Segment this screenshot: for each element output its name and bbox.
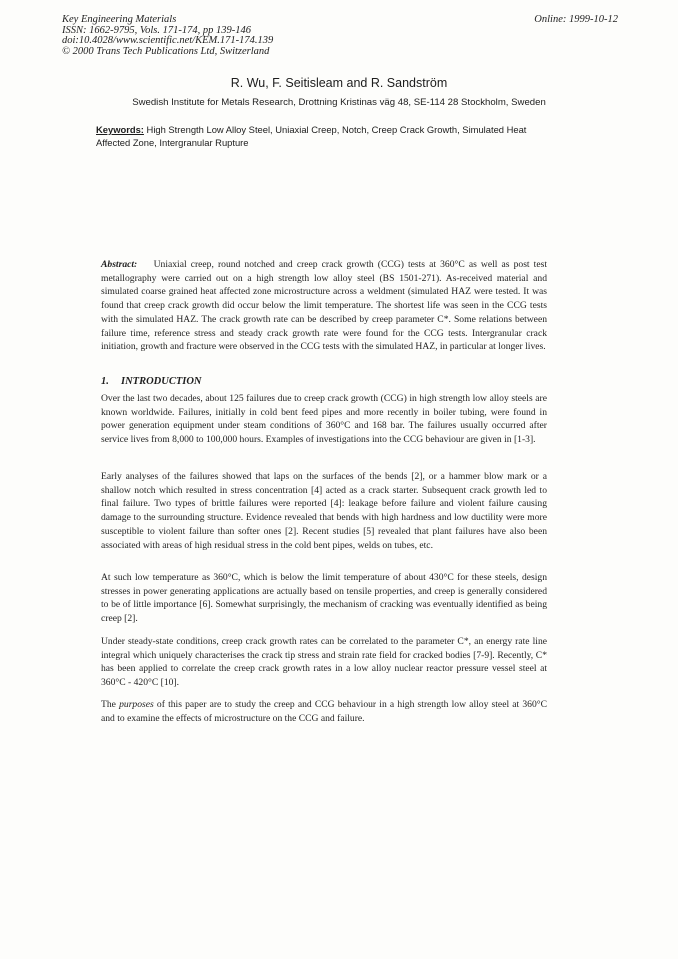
- affiliation: Swedish Institute for Metals Research, Drottning Kristinas väg 48, SE-114 28 Stockholm, Sweden: [132, 97, 546, 108]
- paragraph-2: [101, 470, 547, 552]
- paragraph-3: [101, 571, 547, 626]
- section-number: 1.: [101, 376, 109, 387]
- journal-header: [62, 15, 618, 57]
- paragraph-2-text: Early analyses of the failures showed that laps on the surfaces of the bends [2], or a hammer blow mark or a shallow notch which resulted in stress concentration [4] acted as a crack starter. Subsequent crack growth led to final failure. Two types of brittle failures were reported [4]: leakage before failure and violent failure causing damage to the surrounding structure. Evidence revealed that bends with high hardness and low ductility were more susceptible to violent failure than softer ones [2]. Recent studies [5] revealed that plant failures have also been associated with areas of high residual stress in the cold bent pipes, welds on tubes, etc.: [101, 471, 547, 551]
- abstract-label: Abstract:: [101, 259, 138, 270]
- section-title: INTRODUCTION: [121, 376, 202, 387]
- copyright-line: © 2000 Trans Tech Publications Ltd, Switzerland: [62, 45, 270, 57]
- abstract: [101, 258, 547, 354]
- online-date: Online: 1999-10-12: [534, 14, 618, 25]
- doi-link[interactable]: doi:10.4028/www.scientific.net/KEM.171-174.139: [62, 35, 274, 46]
- journal-name: Key Engineering Materials: [62, 14, 177, 25]
- paragraph-1: [101, 392, 547, 447]
- paragraph-5-lead: The: [101, 699, 120, 710]
- paragraph-4: [101, 635, 547, 690]
- authors: R. Wu, F. Seitisleam and R. Sandström: [230, 76, 448, 90]
- issn-line: ISSN: 1662-9795, Vols. 171-174, pp 139-146: [62, 24, 251, 36]
- section-heading: [101, 375, 547, 389]
- paragraph-1-text: Over the last two decades, about 125 failures due to creep crack growth (CCG) in high strength low alloy steels are known worldwide. Failures, initially in cold bent feed pipes and more recently in boiler tubing, were found in power generation equipment under steam conditions of 360°C and 168 bar. The failures usually occurred after service lives from 8,000 to 100,000 hours. Examples of investigations into the CCG behaviour are given in [1-3].: [101, 393, 547, 446]
- paragraph-5-rest: of this paper are to study the creep and CCG behaviour in a high strength low alloy steel at 360°C and to examine the effects of microstructure on the CCG and failure.: [101, 699, 547, 724]
- paragraph-5: [101, 698, 547, 725]
- keywords-label: Keywords:: [96, 124, 144, 135]
- abstract-text: Uniaxial creep, round notched and creep crack growth (CCG) tests at 360°C as well as post test metallography were carried out on a high strength low alloy steel (BS 1501-271). As-received material and simulated coarse grained heat affected zone microstructure across a weldment (simulated HAZ were tested. It was found that creep crack growth did occur below the limit temperature. The shortest life was seen in the CCG tests with the simulated HAZ. The crack growth rate can be described by creep parameter C*. Some relations between failure time, reference stress and steady crack growth rate were found for the CCG tests. Intergranular crack initiation, growth and fracture were observed in the CCG tests with the simulated HAZ, in particular at longer lives.: [101, 259, 547, 353]
- paragraph-5-emphasis: purposes: [119, 699, 154, 710]
- keywords-text: High Strength Low Alloy Steel, Uniaxial Creep, Notch, Creep Crack Growth, Simulated Heat Affected Zone, Intergranular Rupture: [96, 124, 527, 148]
- keywords: [96, 123, 556, 149]
- paragraph-3-text: At such low temperature as 360°C, which is below the limit temperature of about 430°C for these steels, design stresses in power generating applications are actually based on tensile properties, and creep is generally considered to be of little importance [6]. Somewhat surprisingly, the mechanism of cracking was eventually identified as being creep [2].: [101, 572, 547, 625]
- paragraph-4-text: Under steady-state conditions, creep crack growth rates can be correlated to the parameter C*, an energy rate line integral which uniquely characterises the crack tip stress and strain rate field for cracked bodies [7-9]. Recently, C* has been applied to correlate the creep crack growth rates in a low alloy nuclear reactor pressure vessel steel at 360°C - 420°C [10].: [101, 636, 547, 689]
